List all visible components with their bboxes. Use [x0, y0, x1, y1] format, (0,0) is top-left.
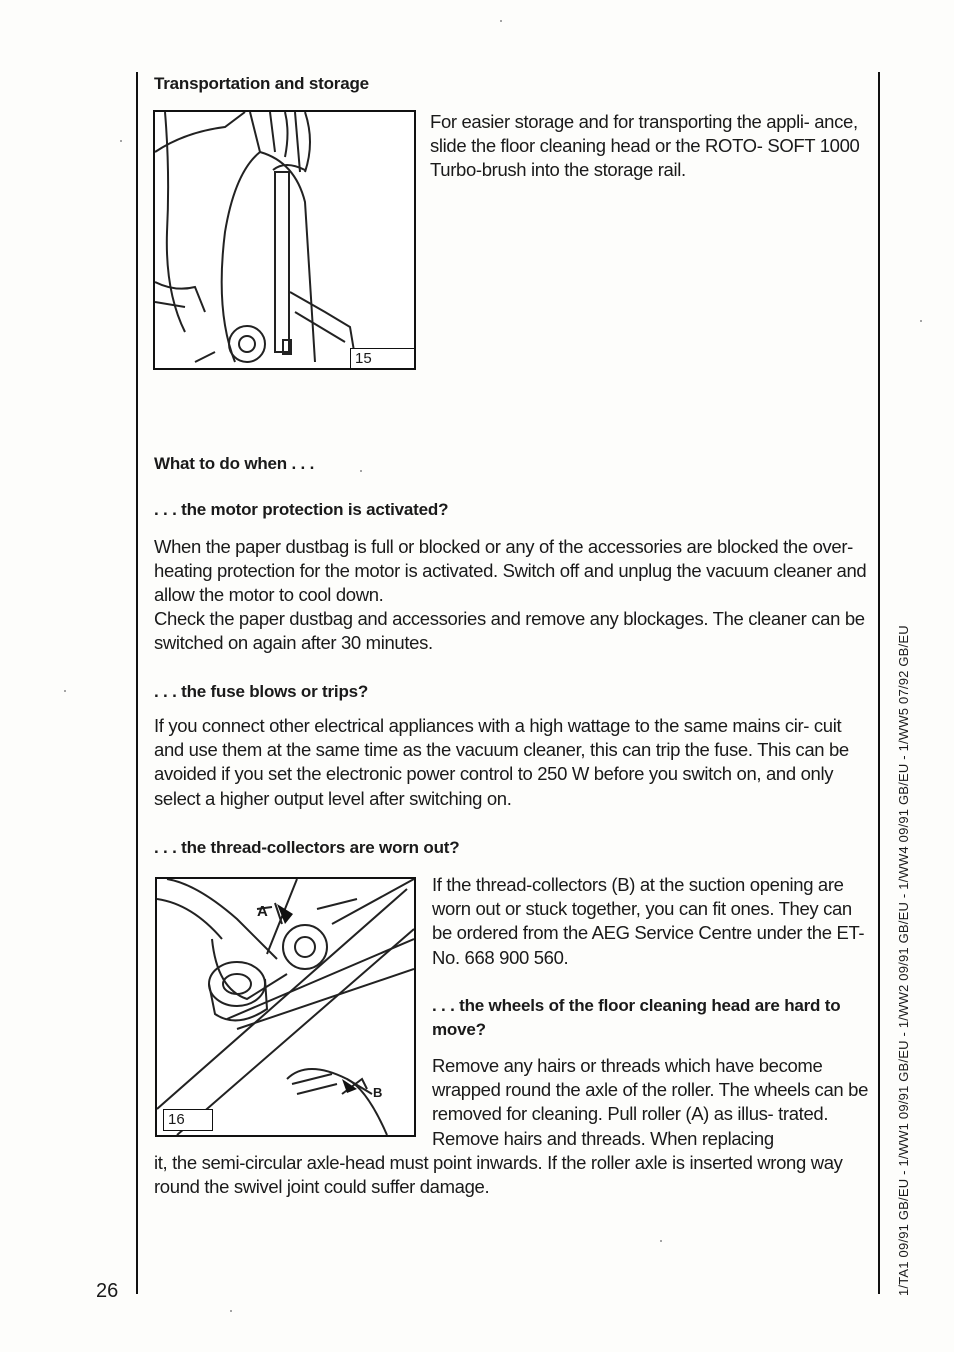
figure-16 — [155, 877, 416, 1137]
scan-speck — [120, 140, 122, 142]
motor-text-2: Check the paper dustbag and accessories and remove any blockages. The cleaner can be switched on again after 30 minutes. — [154, 608, 865, 654]
what-to-do-heading: What to do when . . . — [154, 454, 315, 473]
label-b: B — [373, 1085, 383, 1100]
figure-16-number: 16 — [163, 1109, 213, 1131]
scan-speck — [660, 1240, 662, 1242]
thread-text: If the thread-collectors (B) at the suction opening are worn out or stuck together, you can fit ones. They can be ordered from the AEG Service Centre under the ET-No. 668 900 560. — [432, 874, 865, 968]
right-margin-rule — [878, 72, 880, 1294]
motor-text-1: When the paper dustbag is full or blocked or any of the accessories are blocked the over-heating protection for the motor is activated. Switch off and unplug the vacuum cleaner and allow the motor to cool down. — [154, 536, 867, 606]
wheels-text-1: Remove any hairs or threads which have become wrapped round the axle of the roller. The wheels can be removed for cleaning. Pull roller (A) as illus- trated. Remove hairs and threads. When replacing — [432, 1055, 869, 1149]
document-side-code: 1/TA1 09/91 GB/EU - 1/WW1 09/91 GB/EU - 1/WW2 09/91 GB/EU - 1/WW4 09/91 GB/EU - 1/WW5 07/92 GB/EU — [896, 625, 911, 1296]
wheels-heading: . . . the wheels of the floor cleaning head are hard to move? — [432, 996, 841, 1039]
fuse-heading: . . . the fuse blows or trips? — [154, 682, 369, 701]
scan-speck — [360, 470, 362, 472]
transport-heading: Transportation and storage — [154, 74, 369, 93]
wheels-text-2: it, the semi-circular axle-head must point inwards. If the roller axle is inserted wrong way round the swivel joint could suffer damage. — [154, 1152, 843, 1198]
figure-15-number: 15 — [350, 348, 416, 370]
vacuum-storage-illustration — [155, 112, 414, 368]
figure-15 — [153, 110, 416, 370]
left-margin-rule — [136, 72, 138, 1294]
scan-speck — [64, 690, 66, 692]
motor-heading: . . . the motor protection is activated? — [154, 500, 449, 519]
page-number: 26 — [96, 1280, 119, 1302]
scan-speck — [920, 320, 922, 322]
scan-speck — [500, 20, 502, 22]
fuse-text: If you connect other electrical appliances with a high wattage to the same mains cir- cuit and use them at the same time as the vacuum cleaner, this can trip the fuse. This can be avoided if you set the electronic power control to 250 W before you switch on, and only select a higher output level after switching on. — [154, 715, 849, 809]
label-a: A — [257, 903, 268, 920]
scan-speck — [230, 1310, 232, 1312]
thread-heading: . . . the thread-collectors are worn out? — [154, 838, 460, 857]
transport-text: For easier storage and for transporting the appli- ance, slide the floor cleaning head or the ROTO- SOFT 1000 Turbo-brush into the storage rail. — [430, 111, 860, 181]
